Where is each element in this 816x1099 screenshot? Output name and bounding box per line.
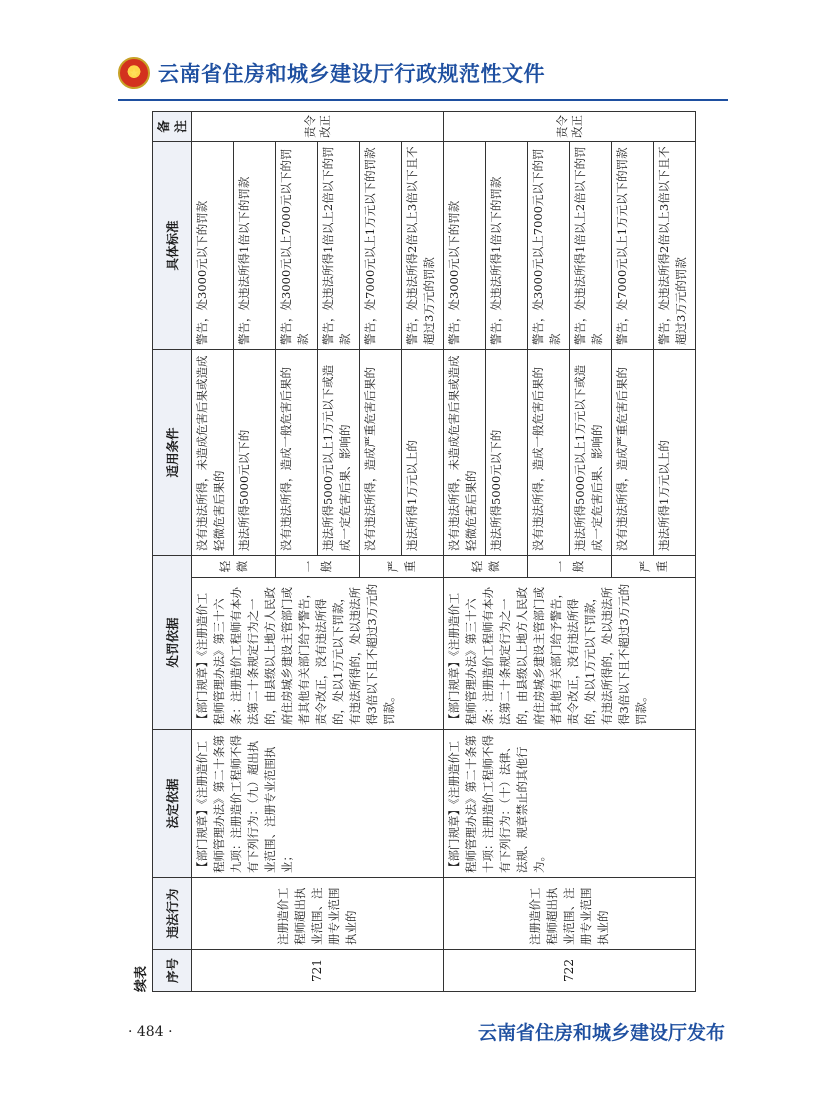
remark-cell <box>192 111 444 141</box>
national-emblem-icon <box>118 57 150 89</box>
standard-cell: 警告，处违法所得2倍以上3倍以下且不超过3万元的罚款 <box>402 141 444 349</box>
standard-cell: 警告，处违法所得1倍以上2倍以下的罚款 <box>318 141 360 349</box>
remark-text: 责令改正 <box>302 114 332 138</box>
violation-cell: 注册造价工程师超出执业范围、注册专业范围执业的 <box>444 878 696 950</box>
page-header <box>118 50 545 96</box>
header-row <box>153 111 192 991</box>
condition-cell: 违法所得5000元以下的 <box>234 349 276 555</box>
violation-cell: 注册造价工程师超出执业范围、注册专业范围执业的 <box>192 878 444 950</box>
condition-cell: 没有违法所得，造成一般危害后果的 <box>276 349 318 555</box>
col-header-act: 违法行为 <box>153 878 192 950</box>
condition-cell: 没有违法所得，未造成危害后果或造成轻微危害后果的 <box>192 349 234 555</box>
penalty-basis-cell: 【部门规章】《注册造价工程师管理办法》第三十六条：注册造价工程师有本办法第二十条规定行为之一的，由县级以上地方人民政府住房城乡建设主管部门或者其他有关部门给予警告，责令改正，没有违法所得的，处以1万元以下罚款，有违法所得的，处以违法所得3倍以下且不超过3万元的罚款。 <box>444 578 696 730</box>
col-header-remark: 备注 <box>153 111 192 141</box>
standard-cell: 警告，处违法所得2倍以上3倍以下且不超过3万元的罚款 <box>654 141 696 349</box>
row-number: 722 <box>444 950 696 992</box>
level-cell: 严重 <box>612 555 696 577</box>
condition-cell: 没有违法所得，造成严重危害后果的 <box>360 349 402 555</box>
header-title: 云南省住房和城乡建设厅行政规范性文件 <box>158 62 545 86</box>
col-header-num: 序号 <box>153 950 192 992</box>
level-cell: 轻微 <box>192 555 276 577</box>
table-frame <box>152 112 728 992</box>
penalty-basis-cell: 【部门规章】《注册造价工程师管理办法》第三十六条：注册造价工程师有本办法第二十条规定行为之一的，由县级以上地方人民政府住房城乡建设主管部门或者其他有关部门给予警告，责令改正，没有违法所得的，处以1万元以下罚款，有违法所得的，处以违法所得3倍以下且不超过3万元的罚款。 <box>192 578 444 730</box>
condition-cell: 没有违法所得，造成一般危害后果的 <box>528 349 570 555</box>
standard-cell: 警告，处3000元以下的罚款 <box>192 141 234 349</box>
condition-cell: 没有违法所得，未造成危害后果或造成轻微危害后果的 <box>444 349 486 555</box>
condition-cell: 违法所得5000元以上1万元以下或造成一定危害后果、影响的 <box>318 349 360 555</box>
remark-text: 责令改正 <box>554 114 584 138</box>
condition-cell: 违法所得5000元以下的 <box>486 349 528 555</box>
legal-basis-cell: 【部门规章】《注册造价工程师管理办法》第二十条第十项：注册造价工程师不得有下列行为：（十）法律、法规、规章禁止的其他行为。 <box>444 730 696 878</box>
condition-cell: 没有违法所得，造成严重危害后果的 <box>612 349 654 555</box>
header-divider <box>118 99 728 101</box>
col-header-legal: 法定依据 <box>153 730 192 878</box>
standard-cell: 警告，处3000元以下的罚款 <box>444 141 486 349</box>
penalty-table <box>152 111 696 992</box>
level-cell: 轻微 <box>444 555 528 577</box>
rotated-table <box>130 112 728 992</box>
level-cell: 一般 <box>276 555 360 577</box>
col-header-condition: 适用条件 <box>153 349 192 555</box>
table-row <box>444 111 486 991</box>
col-header-penalty: 处罚依据 <box>153 555 192 729</box>
standard-cell: 警告，处7000元以上1万元以下的罚款 <box>360 141 402 349</box>
standard-cell: 警告，处违法所得1倍以下的罚款 <box>234 141 276 349</box>
row-number: 721 <box>192 950 444 992</box>
condition-cell: 违法所得1万元以上的 <box>654 349 696 555</box>
standard-cell: 警告，处7000元以上1万元以下的罚款 <box>612 141 654 349</box>
standard-cell: 警告，处违法所得1倍以下的罚款 <box>486 141 528 349</box>
remark-cell <box>444 111 696 141</box>
level-cell: 严重 <box>360 555 444 577</box>
condition-cell: 违法所得1万元以上的 <box>402 349 444 555</box>
level-cell: 一般 <box>528 555 612 577</box>
table-row <box>192 111 234 991</box>
page-number: · 484 · <box>128 1024 173 1040</box>
publisher-label: 云南省住房和城乡建设厅发布 <box>478 1022 726 1044</box>
col-header-standard: 具体标准 <box>153 141 192 349</box>
legal-basis-cell: 【部门规章】《注册造价工程师管理办法》第二十条第九项：注册造价工程师不得有下列行为：（九）超出执业范围、注册专业范围执业； <box>192 730 444 878</box>
table-area <box>130 112 728 992</box>
condition-cell: 违法所得5000元以上1万元以下或造成一定危害后果、影响的 <box>570 349 612 555</box>
standard-cell: 警告，处3000元以上7000元以下的罚款 <box>276 141 318 349</box>
standard-cell: 警告，处违法所得1倍以上2倍以下的罚款 <box>570 141 612 349</box>
standard-cell: 警告，处3000元以上7000元以下的罚款 <box>528 141 570 349</box>
continued-label: 续表 <box>134 965 149 992</box>
